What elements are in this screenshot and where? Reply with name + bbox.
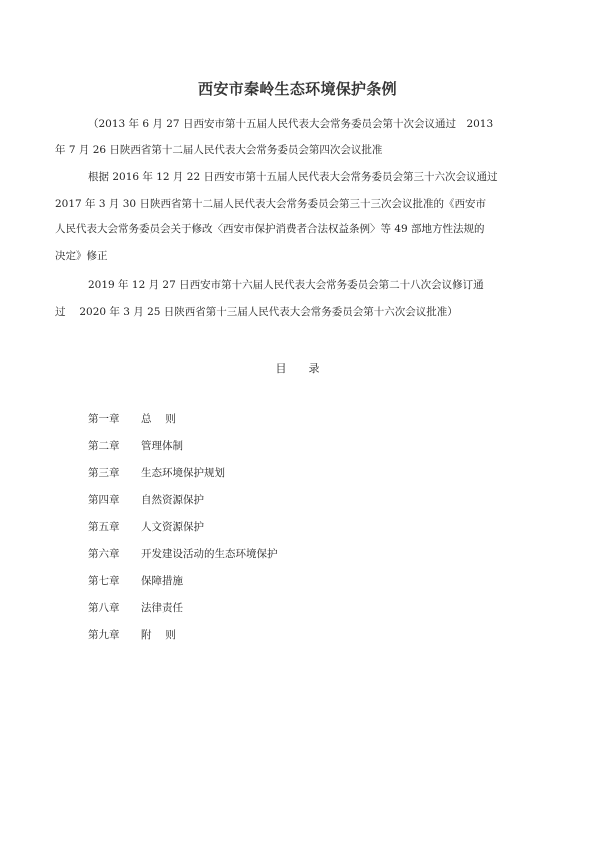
toc-chapter: 第三章 (88, 467, 120, 479)
history-line: 根据 2016 年 12 月 22 日西安市第十五届人民代表大会常务委员会第三十六次会议通过 (88, 171, 498, 183)
history-line: （2013 年 6 月 27 日西安市第十五届人民代表大会常务委员会第十次会议通过 2013 (88, 118, 494, 130)
toc-chapter-name: 管理体制 (141, 440, 183, 452)
history-line: 2019 年 12 月 27 日西安市第十六届人民代表大会常务委员会第二十八次会议修订通 (88, 279, 484, 291)
toc-item (88, 493, 204, 507)
toc-item (88, 439, 183, 453)
toc-item (88, 466, 225, 480)
toc-heading-left: 目 (275, 362, 287, 375)
toc-item (88, 574, 183, 588)
toc-chapter: 第四章 (88, 494, 120, 506)
history-line: 过 2020 年 3 月 25 日陕西省第十三届人民代表大会常务委员会第十六次会议批准） (55, 306, 458, 318)
toc-heading (0, 360, 595, 376)
toc-heading-right: 录 (308, 362, 320, 375)
history-line: 决定》修正 (55, 250, 108, 262)
document-title: 西安市秦岭生态环境保护条例 (198, 80, 397, 98)
toc-chapter-name: 保障措施 (141, 575, 183, 587)
toc-item (88, 547, 278, 561)
toc-chapter: 第一章 (88, 413, 120, 425)
toc-chapter: 第五章 (88, 521, 120, 533)
toc-chapter: 第六章 (88, 548, 120, 560)
history-line: 人民代表大会常务委员会关于修改〈西安市保护消费者合法权益条例〉等 49 部地方性法规的 (55, 223, 485, 235)
history-line: 2017 年 3 月 30 日陕西省第十二届人民代表大会常务委员会第三十三次会议批准的《西安市 (55, 198, 486, 210)
toc-chapter-name: 生态环境保护规划 (141, 467, 225, 479)
toc-chapter-name: 附 则 (141, 629, 176, 641)
toc-chapter-name: 法律责任 (141, 602, 183, 614)
toc-chapter: 第二章 (88, 440, 120, 452)
toc-chapter-name: 自然资源保护 (141, 494, 204, 506)
toc-chapter-name: 人文资源保护 (141, 521, 204, 533)
toc-chapter: 第八章 (88, 602, 120, 614)
toc-chapter: 第九章 (88, 629, 120, 641)
toc-item (88, 601, 183, 615)
toc-chapter-name: 开发建设活动的生态环境保护 (141, 548, 278, 560)
toc-item (88, 628, 176, 642)
toc-item (88, 520, 204, 534)
history-line: 年 7 月 26 日陕西省第十二届人民代表大会常务委员会第四次会议批准 (55, 144, 383, 156)
toc-chapter-name: 总 则 (141, 413, 176, 425)
toc-item (88, 412, 176, 426)
toc-chapter: 第七章 (88, 575, 120, 587)
